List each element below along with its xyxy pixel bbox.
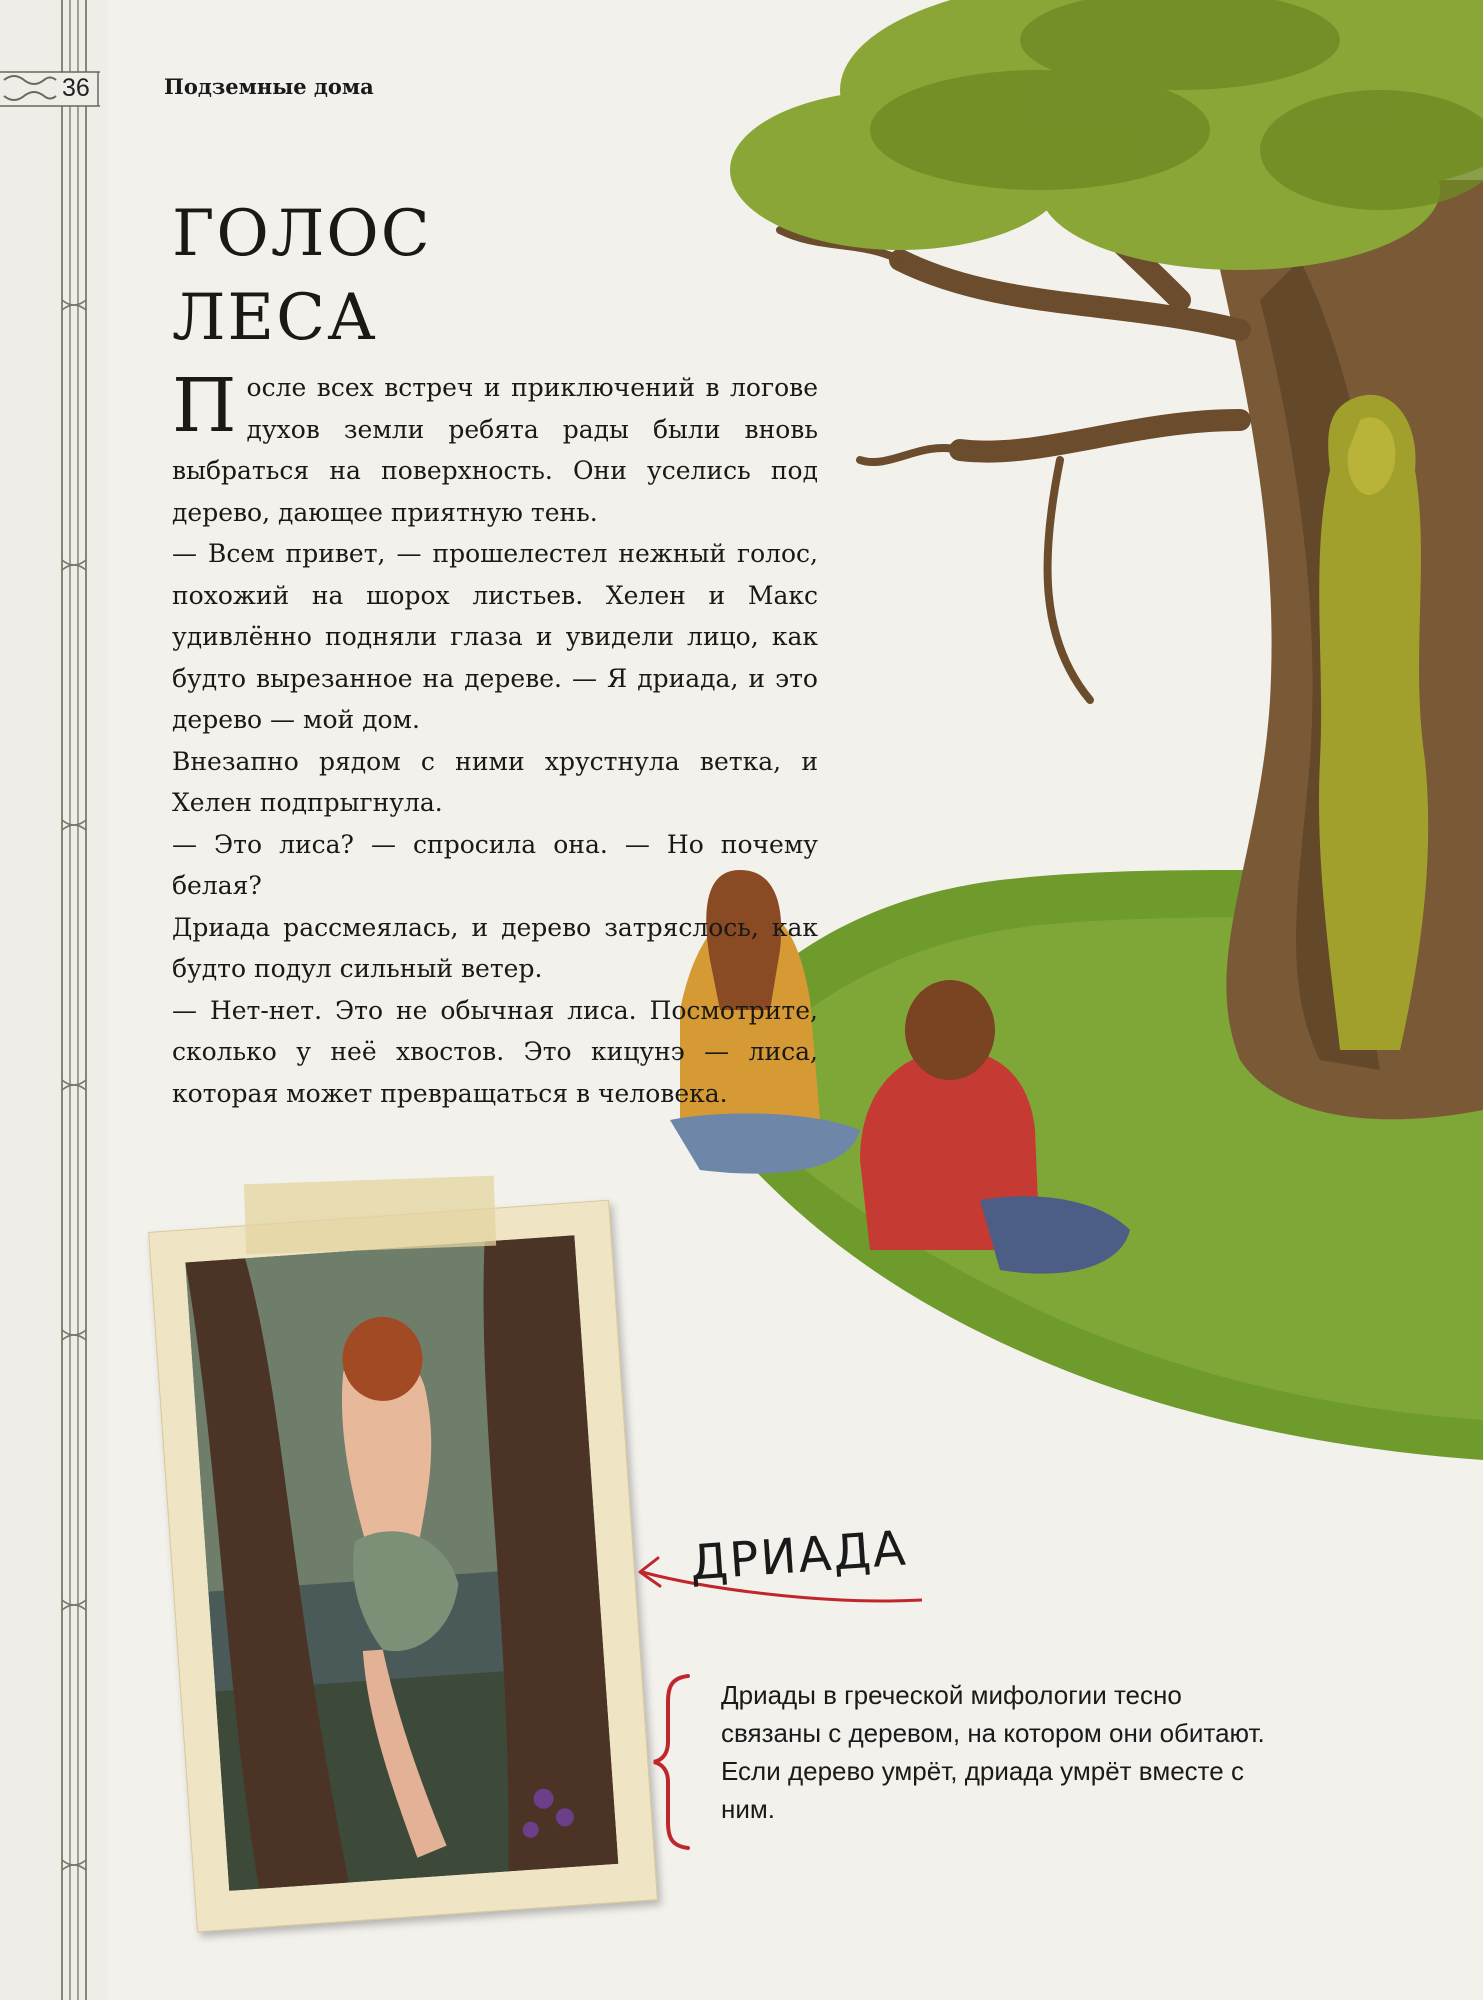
story-paragraph-6: — Нет-нет. Это не обычная лиса. Посмотрите, сколько у неё хвостов. Это кицунэ — лиса, которая может превращаться в человека.: [172, 995, 818, 1108]
tape-strip: [244, 1176, 496, 1255]
story-paragraph-5: Дриада рассмеялась, и дерево затряслось, как будто подул сильный ветер.: [172, 912, 818, 983]
dryad-fact: Дриады в греческой мифологии тесно связаны с деревом, на котором они обитают. Если дерево умрёт, дриада умрёт вместе с ним.: [721, 1680, 1265, 1824]
story-paragraph: [172, 363, 818, 533]
running-head: Подземные дома: [164, 74, 374, 99]
drop-cap: П: [172, 363, 237, 449]
page-number: 36: [62, 74, 90, 102]
dryad-painting-photo: [148, 1200, 658, 1933]
decorative-border: [0, 0, 108, 2000]
story-paragraph-4: — Это лиса? — спросила она. — Но почему белая?: [172, 829, 818, 900]
story-text: [172, 363, 818, 1114]
title-line-1: ГОЛОС: [172, 197, 432, 271]
story-paragraph-2: — Всем привет, — прошелестел нежный голос, похожий на шорох листьев. Хелен и Макс удивлённо подняли глаза и увидели лицо, как будто вырезанное на дереве. — Я дриада, и это дерево — мой дом.: [172, 539, 818, 734]
dryad-painting: [185, 1235, 618, 1891]
dryad-label: ДРИАДА: [688, 1520, 910, 1592]
curly-brace: [650, 1672, 695, 1852]
title-line-2: ЛЕСА: [172, 281, 378, 355]
story-paragraph-3: Внезапно рядом с ними хрустнула ветка, и Хелен подпрыгнула.: [172, 746, 818, 817]
story-title: [172, 192, 432, 360]
story-paragraph-1: осле всех встреч и приключений в логове духов земли ребята рады были вновь выбраться на поверхность. Они уселись под дерево, дающее приятную тень.: [172, 373, 818, 527]
